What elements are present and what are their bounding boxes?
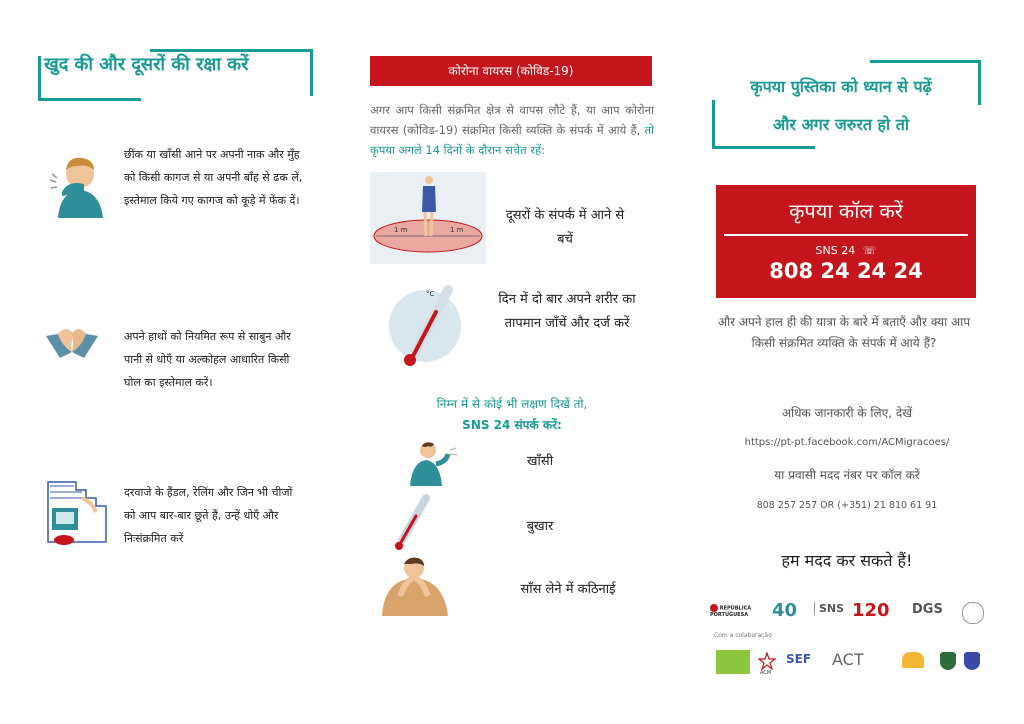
dgs-logo: DGS xyxy=(912,602,943,617)
read-title-line2: और अगर जरुरत हो तो xyxy=(773,115,909,134)
seguranca-social-logo xyxy=(902,652,924,668)
acm-star-icon xyxy=(758,652,776,670)
partner-logos-top xyxy=(710,600,990,628)
cough-icon xyxy=(402,440,460,486)
wash-hands-text: अपने हाथों को नियमित रूप से साबुन और पानी से धोएँ या अल्कोहल आधारित किसी घोल का इस्तेमाल करें। xyxy=(124,330,291,389)
breathing-difficulty-icon xyxy=(378,556,452,616)
sneezing-person-icon xyxy=(48,150,110,218)
more-info-text: अधिक जानकारी के लिए, देखें xyxy=(781,406,913,420)
covid-header-bar: कोरोना वायरस (कोविड-19) xyxy=(370,56,652,86)
seal-icon xyxy=(962,602,984,624)
thermo-unit-label: °C xyxy=(426,290,435,298)
sns24-text: SNS 24 xyxy=(815,244,856,257)
symptoms-heading xyxy=(370,394,654,436)
surfaces-icon xyxy=(46,478,108,550)
distancing-icon xyxy=(370,172,486,264)
migrant-numbers[interactable]: 808 257 257 OR (+351) 21 810 61 91 xyxy=(756,500,938,511)
intro-main-text: अगर आप किसी संक्रमित क्षेत्र से वापस लौटे हैं, या आप कोरोना वायरस (कोविड-19) संक्रमित किसी व्यक्ति के संपर्क में आये हैं, xyxy=(370,103,654,137)
distance-label-left: 1 m xyxy=(394,226,408,234)
clean-surfaces-text: दरवाजे के हैंडल, रेलिंग और जिन भी चीजों को आप बार-बार छूते हैं, उन्हें धोएँ और निःसंक्रमित करें xyxy=(124,486,293,545)
cough-text: खाँसी xyxy=(526,454,554,469)
symptoms-heading-line2: SNS 24 संपर्क करें: xyxy=(462,418,562,432)
anniversary-40-logo: 40 xyxy=(772,600,798,621)
travel-text: और अपने हाल ही की यात्रा के बारे में बताएँ और क्या आप किसी संक्रमित व्यक्ति के संपर्क में आये हैं? xyxy=(717,315,971,350)
collaboration-label: Com a colaboração xyxy=(714,632,772,639)
acm-logo-text: ACM xyxy=(760,670,772,676)
flag-icon xyxy=(710,604,718,612)
psp-badge-icon xyxy=(964,652,980,670)
covid-intro xyxy=(370,100,654,160)
breathing-text: साँस लेने में कठिनाई xyxy=(520,582,616,597)
migrant-help-text: या प्रवासी मदद नंबर पर कॉल करें xyxy=(774,468,920,482)
gnr-badge-icon xyxy=(940,652,956,670)
republica-label: REPÚBLICA PORTUGUESA xyxy=(710,605,752,618)
call-box xyxy=(716,185,976,298)
thermometer-icon xyxy=(388,282,462,370)
call-label: कृपया कॉल करें xyxy=(789,199,903,223)
fever-text: बुखार xyxy=(526,519,554,534)
green-partner-logo xyxy=(716,650,750,674)
republica-portuguesa-logo xyxy=(710,604,760,618)
we-can-help-text: हम मदद कर सकते हैं! xyxy=(781,551,913,570)
anniversary-120-logo: 120 xyxy=(852,600,890,621)
phone-icon: ☏ xyxy=(862,244,877,257)
facebook-link[interactable]: https://pt-pt.facebook.com/ACMigracoes/ xyxy=(744,437,950,448)
call-box-divider xyxy=(724,234,968,236)
sns24-phone[interactable]: 808 24 24 24 xyxy=(769,259,923,283)
sef-logo: SEF xyxy=(786,652,812,666)
intro-highlight-text: तो कृपया अगले 14 दिनों के दौरान सचेत रहें: xyxy=(370,123,655,157)
cover-cough-text: छींक या खाँसी आने पर अपनी नाक और मुँह को किसी कागज से या अपनी बाँह से ढक लें, इस्तेमाल किये गए कागज को कूड़े में फेंक दें। xyxy=(124,148,303,207)
symptoms-heading-line1: निम्न में से कोई भी लक्षण दिखें तो, xyxy=(436,397,588,411)
avoid-contact-text: दूसरों के संपर्क में आने से बचें xyxy=(505,208,625,247)
fever-thermometer-icon xyxy=(392,494,432,552)
sns24-label xyxy=(716,244,976,257)
protect-title: खुद की और दूसरों की रक्षा करें xyxy=(44,54,249,75)
act-logo: ACT xyxy=(832,650,864,669)
hand-washing-icon xyxy=(44,322,100,362)
distance-label-right: 1 m xyxy=(450,226,464,234)
sns-logo: SNS xyxy=(814,602,844,615)
read-booklet-title xyxy=(718,68,964,144)
check-temperature-text: दिन में दो बार अपने शरीर का तापमान जाँचें और दर्ज करें xyxy=(498,292,636,331)
read-title-line1: कृपया पुस्तिका को ध्यान से पढ़ें xyxy=(750,77,932,96)
